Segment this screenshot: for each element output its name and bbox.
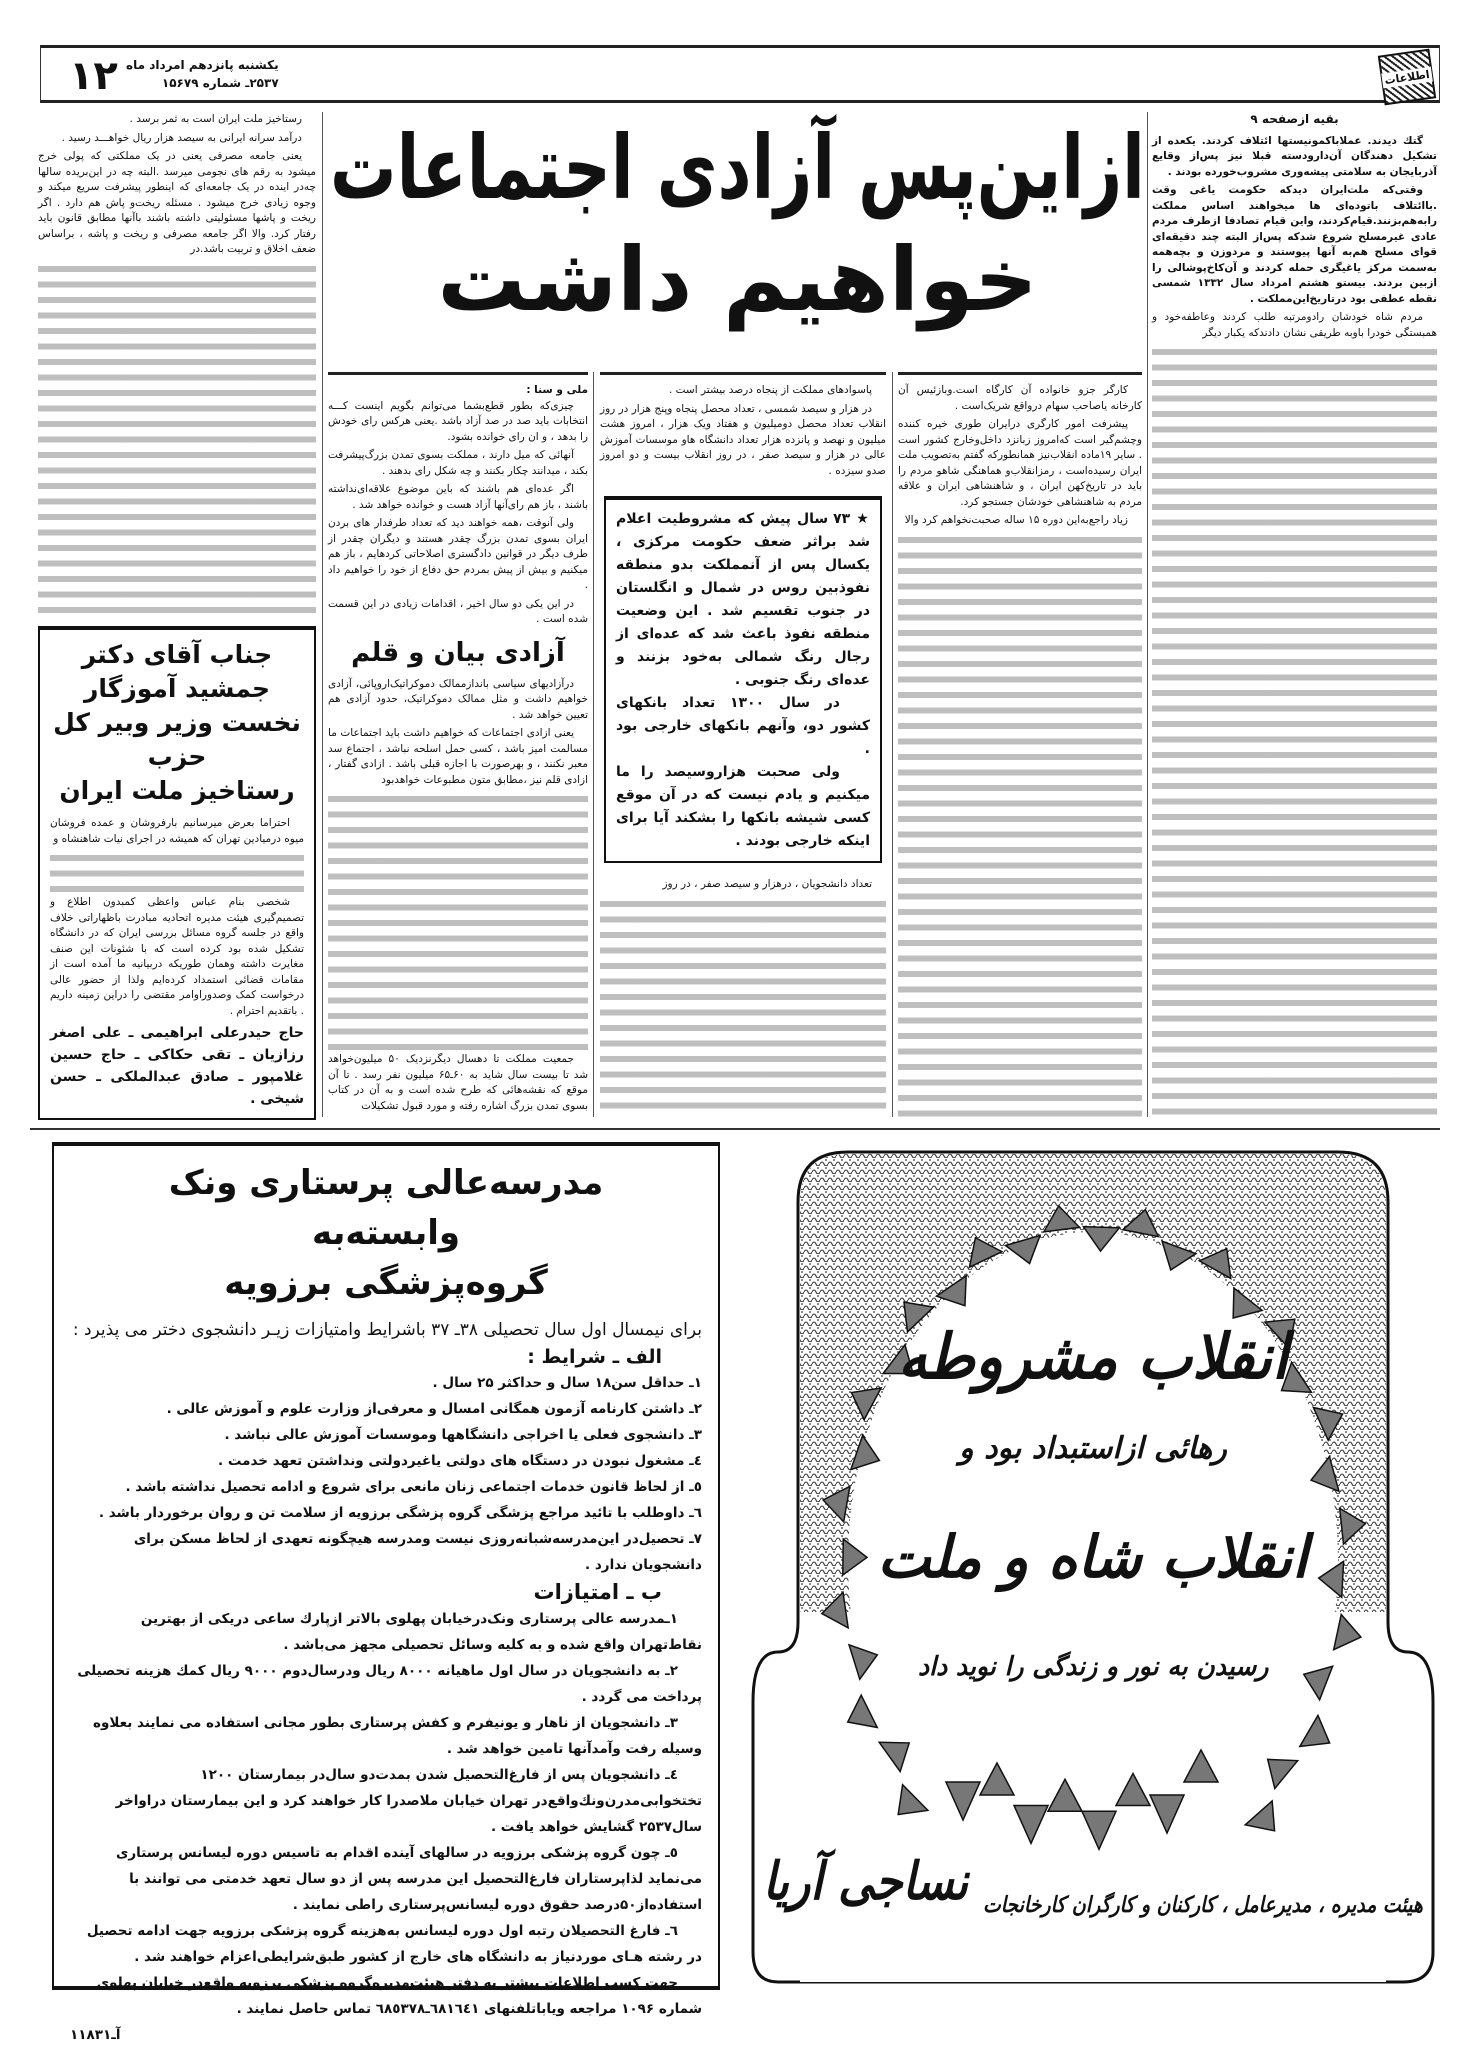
signatories: حاج حیدرعلی ابراهیمی ـ علی اصغر رزازیان ـ تقی حکاکی ـ حاج حسین غلامپور ـ صادق عبدالملکی ـ حسن شیخی . bbox=[50, 1025, 304, 1107]
list-item: ٤ـ مشغول نبودن در دستگاه های دولتی یاغیردولتی ونداشتن تعهد خدمت . bbox=[218, 1453, 702, 1469]
column-divider bbox=[892, 372, 893, 1117]
paragraph: یعنی جامعه مصرفی یعنی در یک مملکتی که پولی خرج میشود به رقم های نجومی میرسد .البته چه در این‌بریده سالها چه‌در اینده در یک جامعه‌ای که اینطور پیشرفت سریع میکند و وجوه زیادی خرج میشود . مسئله ریخت‌و پاش هم دارد . اگر ریخت و پاشها مسئولیتی داشته باشند باآنها مطابق قانون باید رفتار کرد. والا اگر جامعه مصرفی و ریخت و پاشه ، براساس ضعف اخلاق و تربیت باشد.در bbox=[38, 150, 316, 255]
ad-intro: برای نیمسال اول سال تحصیلی ۳۸ـ ۳۷ باشرایط وامتیازات زیـر دانشجوی دختر می پذیرد : bbox=[72, 1320, 702, 1340]
paragraph: در این یکی دو سال اخیر ، اقدامات زیادی در این قسمت شده است . bbox=[328, 597, 588, 625]
headline-line-1: ازاین‌پس آزادی اجتماعات bbox=[330, 116, 1145, 219]
list-item: ٥ـ از لحاظ قانون خدمات اجتماعی زنان مانعی برای شروع و ادامه تحصیل نداشته باشد . bbox=[125, 1479, 702, 1495]
paragraph: جمعیت مملکت تا دهسال دیگرنزدیک ۵۰ میلیون‌خواهد شد تا بیست سال شاید به ۶۰ـ۶۵ میلیون نفر رسد . تا آن موقع که نقشه‌هائی که طرح شده است و به آن در کتاب بسوی تمدن بزرگ اشاره رفته و مورد قبول تشکیلات bbox=[328, 1053, 588, 1112]
paragraph: درآزادیهای سیاسی بانداز‌ممالک دموکراتیک‌اروپائی، آزادی خواهیم داشت و مثل ممالک دموکراتیک، حدود آزادی هم تعیین خواهد شد . bbox=[328, 677, 588, 721]
body-text-continuation bbox=[38, 261, 316, 618]
contact-info: جهت كسب اطلاعات بیشتر به دفتر هیئت‌مدیره‌گروه پزشكی برزویه واقع‌در خیابان پهلوی شماره ۱۰۹۶ مراجعه ویاباتلفنهای ٦٨١٦٤١ـ٦٨٥٣٧٨ تماس حاصل نمایند . bbox=[96, 1975, 702, 2017]
conditions-list bbox=[70, 1370, 702, 1578]
subheading: آزادی بیان و قلم bbox=[351, 637, 565, 668]
newspaper-logo bbox=[1378, 49, 1436, 106]
column-c-article bbox=[898, 372, 1142, 1117]
paragraph: چیزی‌که بطور قطع‌بشما می‌توانم بگویم اینست کـــه انتخابات باید صد در صد آزاد باشد .یعنی هرکس رای خودش را بدهد ، و ان رای خوانده بشود. bbox=[328, 399, 588, 443]
box-paragraph: در سال ۱۳۰۰ تعداد بانکهای کشور دو، وآنهم بانکهای خارجی بود . bbox=[616, 695, 870, 757]
list-item: ۱ـ حداقل سن۱۸ سال و حداکثر ۲۵ سال . bbox=[432, 1375, 702, 1391]
benefits-list bbox=[70, 1606, 702, 1970]
letter-title-line: نخست وزیر وبیر کل حزب bbox=[53, 708, 301, 771]
section-divider bbox=[30, 1128, 1440, 1130]
paragraph: وقتی‌كه ملت‌ایران دیدكه حكومت یاغی وقت .باائتلاف باتوده‌ای ها میخواهند اساس مملكت رابه‌هم‌بزنند.قیام‌كردند، واین قیام تصادفا ازطرف مردم عادی غیرمسلح شروع شدكه پس‌از البته چند دقیقه‌ای قوای مسلح هم‌به آنها پیوستند و مردوزن و بچه‌همه به‌سمت مركز یاغیگری حمله كردند و آن‌كاخ‌پوشالی را ازبین بردند. بیستو هشتم امرداد سال ۱۳۳۲ شمسی نقطه عطفی بود درتاریخ‌این‌مملكت . bbox=[1152, 184, 1437, 305]
paragraph: گتك دیدند. عملاباكمونیستها ائتلاف كردند. یكعده از تشكیل دهندگان آن‌دارودسته قبلا نیز پس‌از وقایع آذربایجان به سلامتی پیشه‌وری مشروب‌خورده بودند . bbox=[1152, 134, 1437, 178]
paragraph: ولی آنوقت ،همه خواهند دید که تعداد طرفدار های بردن ایران بسوی تمدن بزرگ چقدر هستند و دیگران چقدر از طرف دیگر در قوانین دادگستری اصلاحاتی کردهایم ، باز هم میکنیم و بیش از پیش بمردم حق دفاع از خود را خواهیم داد . bbox=[328, 517, 588, 591]
list-item: ٤ـ دانشجویان پس از فارغ‌التحصیل شدن بمدت‌دو سال‌در بیمارستان ۱۲۰۰ تختخوابی‌مدرن‌ونك‌واقع‌در تهران خیابان ملاصدرا كار خواهند كرد و این بیمارستان دراواخر سال۲۵۳۷ گشایش خواهد یافت . bbox=[115, 1767, 702, 1835]
page-number: ۱۲ bbox=[69, 53, 118, 99]
paragraph: درآمد سرانه ایرانی به سیصد هزار ریال خواهـــد رسید . bbox=[61, 131, 302, 144]
paragraph: احتراما بعرض میرسانیم بارفروشان و عمده فروشان میوه درمیادین تهران که همیشه در اجرای نیات شاهنشاه و bbox=[50, 817, 304, 845]
ad-line-light: رسیدن به نور و زندگی را نوید داد bbox=[917, 1652, 1268, 1682]
paragraph: پاسوادهای مملکت از پنجاه درصد بیشتر است . bbox=[668, 384, 872, 396]
paragraph: رستاخیز ملت ایران است به ثمر برسد . bbox=[129, 113, 302, 125]
paragraph: پیشرفت امور کارگری درایران طوری خیره کننده وچشم‌گیر است که‌امروز زبانزد داخل‌وخارج کشور است . سایر ۱۹ماده انقلاب‌نیز همانطورکه گفتم به‌تصویب ملت ایران رسیده‌است ، رمزانقلاب‌و هماهنگی شاهو مردم را باید در تاریخ‌کهن ایران ، و شاهنشاهی ایران و علاقه مردم به شاهنشاهی خودشان جستجو کرد. bbox=[898, 418, 1142, 508]
list-item: ٦ـ داوطلب با تائید مراجع پزشگی گروه پزشگی برزویه از سلامت تن و روان برخوردار باشد . bbox=[98, 1505, 702, 1521]
letter-title bbox=[50, 638, 304, 808]
column-divider bbox=[593, 372, 594, 1117]
column-b-article bbox=[600, 372, 886, 1117]
main-headline bbox=[330, 112, 1145, 352]
open-letter-box bbox=[38, 626, 316, 1120]
list-item: ۳ـ دانشجویان از ناهار و یونیفرم و كفش پرستاری بطور مجانی استفاده می نمایند بعلاوه وسیله رفت وآمدآنها تامین خواهد شد . bbox=[93, 1715, 702, 1757]
ad-company-name: نساجی آریا bbox=[762, 1851, 968, 1912]
letter-title-line: رستاخیز ملت ایران bbox=[59, 776, 295, 805]
paragraph: اگر عده‌ای هم باشند که باین موضوع علاقه‌ای‌نداشته باشند ، باز هم رای‌آنها آزاد هست و خوانده خواهد شد . bbox=[328, 483, 588, 511]
ad-title-line: گروه‌پزشگی برزویه bbox=[224, 1263, 548, 1303]
list-item: ٦ـ فارغ التحصیلان رتبه اول دوره لیسانس به‌هزینه گروه پزشكی برزویه جهت ادامه تحصیل در رشته هـای موردنیاز به دانشگاه های خارج از كشور طبق‌شرایطی‌اعزام خواهند شد . bbox=[86, 1923, 702, 1965]
list-item: ۷ـ تحصیل‌در این‌مدرسه‌شبانه‌روزی نیست ومدرسه هیچگونه تعهدی از لحاظ مسکن برای دانشجویان ندارد . bbox=[133, 1531, 702, 1573]
benefits-heading: ب ـ امتیازات bbox=[533, 1580, 662, 1604]
paragraph: مردم شاه خودشان رادومرتبه طلب كردند وعاطفه‌خود و همبستگی خودرا باوبه طریقی نشان دادندكه یكبار دیگر bbox=[1152, 311, 1437, 339]
body-text-continuation bbox=[898, 532, 1142, 1118]
list-item: ۱ـمدرسه عالی پرستاری ونک‌درخیابان پهلوی بالاتر ازپارك ساعی دریكی از بهترین نقاط‌تهران واقع شده و به كلیه وسائل تحصیلی مجهز می‌باشد . bbox=[140, 1611, 702, 1653]
paragraph: یعنی ازادی اجتماعات که خواهیم داشت باید اجتماعات ما مسالمت امیز باشد ، کسی حمل اسلحه نباشد ، اجتماع سد معبر نکنند ، و بهرصورت با اجازه قبلی باشد . ازادی گفتار ، ازادی قلم نیز ،مطابق متون مطبوعات خواهدبود bbox=[328, 727, 588, 786]
ad-code: آـ۱۱۸۳۱ bbox=[70, 2027, 121, 2043]
ad-signature: هیئت مدیره ، مدیرعامل ، كاركنان و كارگران كارخانجات bbox=[983, 1892, 1423, 1918]
date-line: یکشنبه پانزدهم امرداد ماه bbox=[126, 58, 279, 72]
logo-text: اطلاعات bbox=[1382, 66, 1433, 88]
letter-title-line: جناب آقای دکتر جمشید آموزگار bbox=[81, 640, 273, 703]
conditions-heading: الف ـ شرایط : bbox=[527, 1346, 662, 1368]
intro-label: ملی و سنا : bbox=[526, 384, 588, 396]
list-item: ۳ـ دانشجوی فعلی یا اخراجی دانشگاهها وموسسات آموزش عالی نباشد . bbox=[224, 1427, 702, 1443]
right-column-article bbox=[1152, 112, 1437, 1117]
paragraph: در هزار و سیصد شمسی ، تعداد محصل پنجاه وپنج هزار در روز انقلاب تعداد محصل دومیلیون و هفتاد ویک هزار ، امروز هشت میلیون و نهصد و پانزده هزار تعداد دانشگاه هاو موسسات آموزش عالی در هزار و سیصد صفر ، در روز انقلاب بیست و دو امروز صدو سیزده . bbox=[600, 402, 886, 477]
headline-line-2: خواهیم داشت bbox=[437, 228, 1038, 331]
column-a-article bbox=[328, 372, 588, 1117]
box-paragraph: ولی صحبت هزاروسیصد را ما میکنیم و یادم نیست که در آن موقع کسی شیشه بانکها را بشکند آیا برای اینکه خارجی بودند . bbox=[616, 764, 870, 849]
paragraph: زیاد راجع‌به‌این دوره ۱۵ ساله صحبت‌نخواهم کرد والا bbox=[904, 514, 1128, 526]
paragraph: آنهائی که میل دارند ، مملکت بسوی تمدن بزرگ‌پیشرفت بکند ، میدانند چکار بکنند و چه شکل رای بدهند . bbox=[328, 449, 588, 477]
ad-title-line: مدرسه‌عالی پرستاری ونک bbox=[168, 1163, 604, 1203]
paragraph: تعداد دانشجویان ، درهزار و سیصد صفر ، در روز bbox=[662, 878, 872, 890]
paragraph: کارگر جزو خانواده آن کارگاه است.وبازئیس آن کارخانه یاصاحب سهام درواقع شریک‌است . bbox=[898, 384, 1142, 412]
nursing-school-ad bbox=[52, 1142, 720, 2043]
ad-title-line: وابسته‌به bbox=[311, 1213, 461, 1253]
highlight-box bbox=[604, 496, 882, 863]
body-text-continuation bbox=[1152, 344, 1437, 1117]
issue-date bbox=[126, 56, 279, 92]
box-paragraph: ★ ۷۳ سال پیش که مشروطیت اعلام شد براثر ضعف حکومت مرکزی ، یکسال پس از آنمملکت بدو منطقه نفوذبین روس در شمال و انگلستان در جنوب تقسیم شد . این وضعیت منطقه نفوذ باعث شد که عده‌ای از رجال رنگ شمالی به‌خود بزنند و عده‌ای رنگ جنوبی . bbox=[616, 511, 870, 688]
list-item: ۲ـ داشتن کارنامه آزمون همگانی امسال و معرفی‌از وزارت علوم و آموزش عالی . bbox=[166, 1401, 702, 1417]
body-text-continuation bbox=[328, 791, 588, 1052]
ad-title bbox=[70, 1158, 702, 1308]
list-item: ۲ـ به دانشجویان در سال اول ماهیانه ۸۰۰۰ ریال ودرسال‌دوم ۹۰۰۰ ریال كمك هزینه تحصیلی پرداخت می گردد . bbox=[77, 1663, 702, 1705]
ad-line-white-revolution: انقلاب شاه و ملت bbox=[877, 1523, 1308, 1591]
left-column-article bbox=[38, 112, 316, 617]
aria-textile-ad bbox=[748, 1142, 1438, 1992]
column-divider bbox=[322, 112, 323, 1117]
column-divider bbox=[1147, 112, 1148, 1117]
continued-label: بقیه ازصفحه ۹ bbox=[1250, 112, 1339, 126]
list-item: ٥ـ چون گروه پزشكی برزویه در سالهای آینده اقدام به تاسیس دوره لیسانس پرستاری می‌نماید لذاپرستاران فارغ‌التحصیل این مدرسه پس از دو سال تعهد خدمتی می توانند با استفاده‌از۵۰درصد حقوق دوره لیسانس‌پرستاری راطی نمایند . bbox=[116, 1845, 702, 1913]
issue-line: ۲۵۳۷ـ شماره ۱۵۶۷۹ bbox=[161, 76, 279, 90]
body-text-continuation bbox=[600, 896, 886, 1118]
ad-line-liberation: رهائی ازاستبداد بود و bbox=[959, 1431, 1227, 1466]
masthead-bar bbox=[40, 45, 1440, 103]
body-text-continuation bbox=[50, 850, 304, 895]
ad-line-constitution: انقلاب مشروطه bbox=[897, 1320, 1288, 1393]
paragraph: شخصی بنام عباس واعظی کمبدون اطلاع و تصمیم‌گیری هیئت مدیره اتحادیه مبادرت باظهاراتی خلاف واقع در جلسه گروه مسائل بررسی ایران که در دانشگاه تشکیل شده بود کرده است که با شئونات این صنف مغایرت داشته وهمان طوریکه دربیانیه ما آمده است از مقامات قضائی استمداد کرده‌ایم ولذا از حضور عالی درخواست کمک وصدوراوامر مقتضی را دراین زمینه داریم . باتقدیم احترام . bbox=[50, 896, 304, 1017]
